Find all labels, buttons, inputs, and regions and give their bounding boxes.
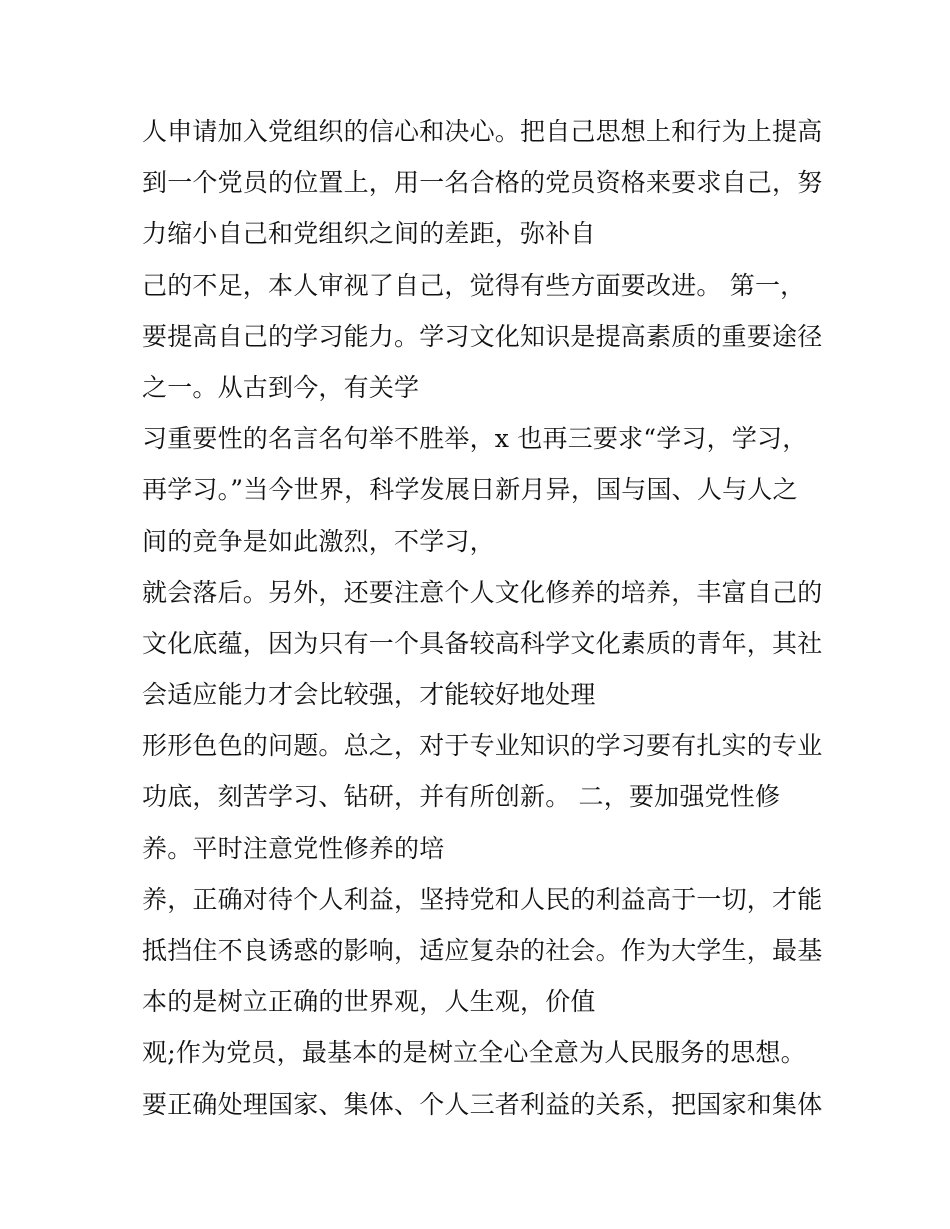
text-line: 再学习。”当今世界，科学发展日新月异，国与国、人与人之 [142,475,798,505]
body-text [142,106,842,1130]
text-line: 力缩小自己和党组织之间的差距，弥补自 [142,219,596,249]
text-line: 要提高自己的学习能力。学习文化知识是提高素质的重要途径 [142,321,823,351]
text-line: 要正确处理国家、集体、个人三者利益的关系，把国家和集体 [142,1089,823,1119]
text-line: 观;作为党员，最基本的是树立全心全意为人民服务的思想。 [142,1038,806,1068]
text-line: 本的是树立正确的世界观，人生观，价值 [142,987,596,1017]
text-line: 功底，刻苦学习、钻研，并有所创新。 二，要加强党性修 [142,782,781,812]
text-line: 人申请加入党组织的信心和决心。把自己思想上和行为上提高 [142,117,823,146]
text-line: 间的竞争是如此激烈，不学习， [142,526,495,556]
text-line: 之一。从古到今，有关学 [142,372,420,402]
text-line: 形形色色的问题。总之，对于专业知识的学习要有扎实的专业 [142,731,823,761]
text-line: 文化底蕴，因为只有一个具备较高科学文化素质的青年，其社 [142,628,823,658]
text-line: 抵挡住不良诱惑的影响，适应复杂的社会。作为大学生，最基 [142,936,823,965]
text-line: 己的不足，本人审视了自己，觉得有些方面要改进。 第一， [142,270,806,300]
text-line: 到一个党员的位置上，用一名合格的党员资格来要求自己，努 [142,168,823,198]
text-line: 养。平时注意党性修养的培 [142,833,445,863]
text-line: 养，正确对待个人利益，坚持党和人民的利益高于一切，才能 [142,884,823,914]
text-line: 会适应能力才会比较强，才能较好地处理 [142,680,596,710]
text-line: 就会落后。另外，还要注意个人文化修养的培养，丰富自己的 [142,577,823,607]
text-line: 习重要性的名言名句举不胜举，x 也再三要求“学习，学习， [142,424,808,454]
